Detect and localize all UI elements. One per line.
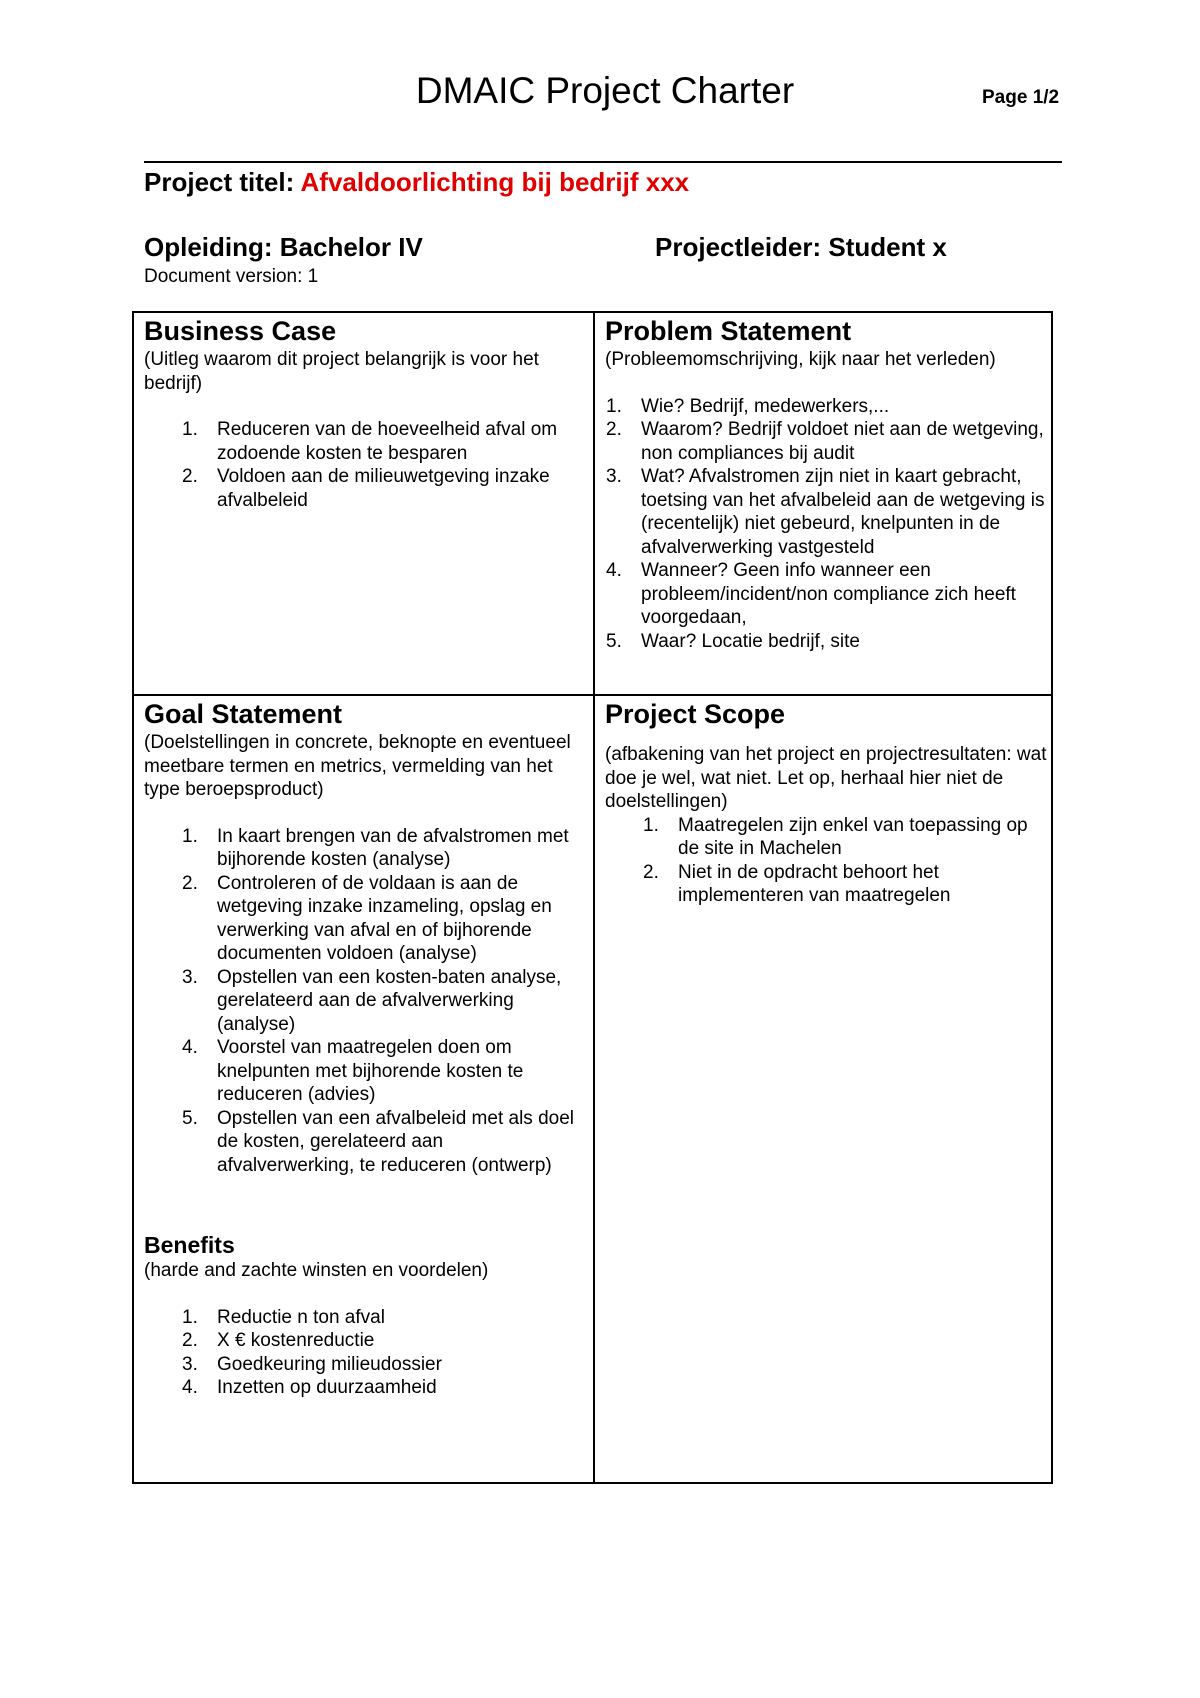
list-item <box>605 630 1050 654</box>
projectleider: Projectleider: Student x <box>655 232 947 262</box>
list-item-number: 4. <box>182 1037 198 1058</box>
list-item <box>144 1376 584 1400</box>
list-item <box>144 1306 584 1330</box>
list-item <box>144 966 584 1037</box>
business-case-subtitle: (Uitleg waarom dit project belangrijk is voor het bedrijf) <box>144 349 539 394</box>
list-item-number: 1. <box>182 419 198 440</box>
list-item-text: Reduceren van de hoeveelheid afval om zodoende kosten te besparen <box>217 419 558 464</box>
goal-statement-list <box>144 825 584 1178</box>
list-item-text: X € kostenreductie <box>217 1330 375 1351</box>
list-item <box>144 825 584 872</box>
business-case-heading: Business Case <box>144 316 337 346</box>
page-number: Page 1/2 <box>982 87 1060 108</box>
project-scope-list <box>605 814 1050 908</box>
project-scope-heading: Project Scope <box>605 699 786 729</box>
list-item <box>144 465 584 512</box>
list-item <box>605 418 1050 465</box>
benefits-list <box>144 1306 584 1400</box>
list-item <box>144 872 584 966</box>
list-item-number: 1. <box>643 814 659 836</box>
problem-statement-list <box>605 395 1050 654</box>
list-item-text: Voorstel van maatregelen doen om knelpunten met bijhorende kosten te reduceren (advies) <box>217 1037 524 1105</box>
list-item-number: 1. <box>182 825 198 847</box>
document-version: Document version: 1 <box>144 266 319 287</box>
table-column-divider <box>593 313 595 1482</box>
benefits-heading: Benefits <box>144 1232 235 1258</box>
list-item-number: 5. <box>606 630 622 652</box>
list-item-text: Niet in de opdracht behoort het implementeren van maatregelen <box>678 861 951 906</box>
project-scope-subtitle: (afbakening van het project en projectresultaten: wat doe je wel, wat niet. Let op, herhaal hier niet de doelstellingen) <box>605 744 1047 812</box>
list-item-number: 4. <box>182 1377 198 1398</box>
project-title-label: Project titel: <box>144 167 295 197</box>
list-item <box>605 814 1050 861</box>
list-item-text: In kaart brengen van de afvalstromen met bijhorende kosten (analyse) <box>217 825 569 870</box>
list-item-text: Maatregelen zijn enkel van toepassing op de site in Machelen <box>678 814 1028 859</box>
list-item-number: 1. <box>606 395 622 417</box>
list-item-text: Inzetten op duurzaamheid <box>217 1377 437 1398</box>
list-item-number: 2. <box>182 872 198 894</box>
list-item-number: 3. <box>606 466 622 487</box>
list-item <box>605 559 1050 630</box>
list-item-number: 3. <box>182 966 198 988</box>
list-item <box>144 1107 584 1178</box>
list-item-text: Opstellen van een afvalbeleid met als doel de kosten, gerelateerd aan afvalverwerking, te reduceren (ontwerp) <box>217 1107 575 1176</box>
project-scope-cell <box>605 696 1050 908</box>
list-item-text: Voldoen aan de milieuwetgeving inzake afvalbeleid <box>217 466 550 511</box>
list-item-number: 2. <box>643 861 659 883</box>
list-item-text: Wat? Afvalstromen zijn niet in kaart gebracht, toetsing van het afvalbeleid aan de wetgeving is (recentelijk) niet gebeurd, knelpunten in de afvalverwerking vastgesteld <box>641 466 1045 558</box>
list-item <box>144 418 584 465</box>
problem-statement-subtitle: (Probleemomschrijving, kijk naar het verleden) <box>605 349 996 370</box>
list-item-text: Waarom? Bedrijf voldoet niet aan de wetgeving, non compliances bij audit <box>641 419 1044 464</box>
list-item-number: 2. <box>182 466 198 487</box>
list-item <box>605 861 1050 908</box>
list-item-text: Wanneer? Geen info wanneer een probleem/incident/non compliance zich heeft voorgedaan, <box>641 560 1016 628</box>
project-title <box>144 167 689 198</box>
list-item-text: Goedkeuring milieudossier <box>217 1353 442 1375</box>
list-item-text: Waar? Locatie bedrijf, site <box>641 630 860 652</box>
page-title: DMAIC Project Charter <box>415 70 795 111</box>
business-case-cell <box>144 313 584 512</box>
project-title-value: Afvaldoorlichting bij bedrijf xxx <box>300 167 690 197</box>
list-item-number: 2. <box>182 1330 198 1351</box>
problem-statement-heading: Problem Statement <box>605 316 852 346</box>
benefits-section <box>144 1231 584 1400</box>
list-item-number: 2. <box>606 419 622 440</box>
list-item <box>144 1353 584 1377</box>
goal-statement-cell <box>144 696 584 1400</box>
goal-statement-subtitle: (Doelstellingen in concrete, beknopte en eventueel meetbare termen en metrics, vermelding van het type beroepsproduct) <box>144 732 571 800</box>
list-item-text: Controleren of de voldaan is aan de wetgeving inzake inzameling, opslag en verwerking van afval en of bijhorende documenten voldoen (analyse) <box>217 872 552 964</box>
benefits-subtitle: (harde and zachte winsten en voordelen) <box>144 1260 489 1281</box>
list-item-number: 3. <box>182 1353 198 1375</box>
list-item-text: Opstellen van een kosten-baten analyse, gerelateerd aan de afvalverwerking (analyse) <box>217 966 562 1035</box>
list-item-number: 4. <box>606 560 622 581</box>
problem-statement-cell <box>605 313 1050 653</box>
list-item-number: 5. <box>182 1107 198 1129</box>
list-item <box>144 1329 584 1353</box>
list-item-number: 1. <box>182 1306 198 1328</box>
list-item <box>605 395 1050 419</box>
header-divider <box>144 161 1062 163</box>
list-item <box>605 465 1050 559</box>
goal-statement-heading: Goal Statement <box>144 699 343 729</box>
business-case-list <box>144 418 584 512</box>
opleiding: Opleiding: Bachelor IV <box>144 232 423 262</box>
list-item-text: Reductie n ton afval <box>217 1306 385 1328</box>
list-item-text: Wie? Bedrijf, medewerkers,... <box>641 395 890 417</box>
charter-table <box>132 311 1053 1484</box>
list-item <box>144 1036 584 1107</box>
